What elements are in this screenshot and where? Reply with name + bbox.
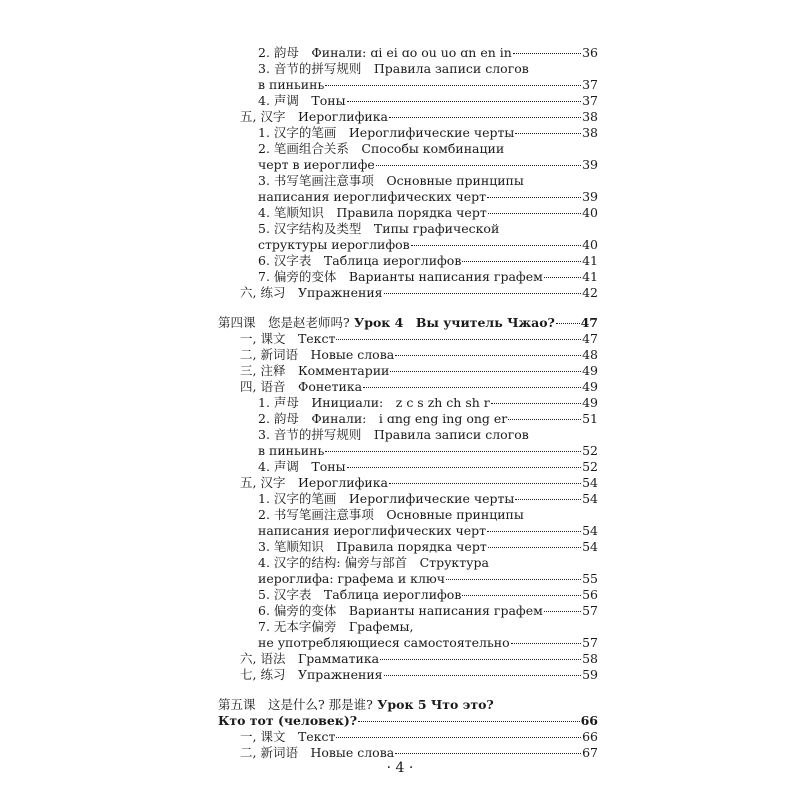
- toc-entry-label: 4. 汉字的结构: 偏旁与部首 Структура: [258, 555, 489, 570]
- table-of-contents: [218, 45, 598, 761]
- toc-page-number: 66: [580, 713, 598, 728]
- toc-page-number: 67: [582, 745, 598, 760]
- toc-entry: [218, 619, 598, 651]
- toc-entry: [218, 667, 598, 683]
- toc-entry-label: 一, 课文 Текст: [240, 331, 336, 346]
- toc-entry: [218, 379, 598, 395]
- leader-dots: [488, 213, 581, 214]
- toc-entry: [218, 507, 598, 539]
- leader-dots: [389, 117, 581, 118]
- toc-entry: [218, 539, 598, 555]
- toc-entry-label: 6. 汉字表 Таблица иероглифов: [258, 253, 462, 268]
- lesson-russian-title: Урок 4 Вы учитель Чжао?: [349, 315, 555, 330]
- toc-entry: [218, 45, 598, 61]
- toc-entry: [218, 253, 598, 269]
- toc-entry-label: структуры иероглифов: [258, 237, 410, 252]
- toc-entry-label: 七, 练习 Упражнения: [240, 667, 383, 682]
- toc-entry: [218, 587, 598, 603]
- toc-entry: [218, 603, 598, 619]
- toc-entry-label: 六, 练习 Упражнения: [240, 285, 383, 300]
- toc-entry: [218, 285, 598, 301]
- toc-lesson-heading: [218, 315, 598, 331]
- toc-entry: [218, 427, 598, 459]
- toc-page-number: 41: [582, 269, 598, 284]
- toc-entry-label: 二, 新词语 Новые слова: [240, 347, 395, 362]
- toc-entry-label: 2. 韵母 Финали: ɑi ei ɑo ou uo ɑn en in: [258, 45, 512, 60]
- toc-page-number: 52: [582, 459, 598, 474]
- toc-page-number: 37: [582, 93, 598, 108]
- toc-page-number: 37: [582, 77, 598, 92]
- page-number: · 4 ·: [386, 760, 414, 776]
- toc-page-number: 39: [582, 189, 598, 204]
- toc-entry-label: написания иероглифических черт: [258, 189, 487, 204]
- leader-dots: [336, 339, 581, 340]
- toc-entry-label: Кто тот (человек)?: [218, 713, 358, 728]
- lesson-russian-title: Урок 5 Что это?: [372, 697, 494, 712]
- toc-entry: [218, 109, 598, 125]
- leader-dots: [347, 467, 582, 468]
- toc-page-number: 38: [582, 109, 598, 124]
- toc-entry-label: 3. 书写笔画注意事项 Основные принципы: [258, 173, 524, 188]
- toc-entry: [218, 491, 598, 507]
- toc-page-number: 51: [582, 411, 598, 426]
- toc-entry: [218, 347, 598, 363]
- leader-dots: [487, 197, 581, 198]
- leader-dots: [358, 721, 580, 722]
- leader-dots: [347, 101, 582, 102]
- toc-page-number: 48: [582, 347, 598, 362]
- leader-dots: [446, 579, 581, 580]
- toc-entry-label: 二, 新词语 Новые слова: [240, 745, 395, 760]
- toc-entry: [218, 125, 598, 141]
- toc-page-number: 40: [582, 237, 598, 252]
- toc-entry: [218, 555, 598, 587]
- toc-entry-label: в пиньинь: [258, 443, 325, 458]
- toc-entry-label: в пиньинь: [258, 77, 325, 92]
- leader-dots: [544, 277, 581, 278]
- toc-page-number: 52: [582, 443, 598, 458]
- toc-entry-label: иероглифа: графема и ключ: [258, 571, 446, 586]
- leader-dots: [515, 133, 581, 134]
- toc-entry-label: 4. 笔顺知识 Правила порядка черт: [258, 205, 487, 220]
- toc-page-number: 54: [582, 539, 598, 554]
- toc-entry-label: 4. 声调 Тоны: [258, 459, 346, 474]
- toc-entry-label: 1. 声母 Инициали: z c s zh ch sh r: [258, 395, 490, 410]
- leader-dots: [513, 53, 581, 54]
- toc-entry: [218, 475, 598, 491]
- toc-page-number: 49: [582, 379, 598, 394]
- toc-entry-label: 四, 语音 Фонетика: [240, 379, 363, 394]
- toc-entry-label: 三, 注释 Комментарии: [240, 363, 390, 378]
- toc-page-number: 57: [582, 603, 598, 618]
- toc-entry: [218, 729, 598, 745]
- toc-entry-label: 3. 音节的拼写规则 Правила записи слогов: [258, 427, 529, 442]
- toc-entry-label: 3. 笔顺知识 Правила порядка черт: [258, 539, 487, 554]
- toc-page-number: 36: [582, 45, 598, 60]
- toc-entry-label: черт в иероглифе: [258, 157, 375, 172]
- leader-dots: [395, 355, 581, 356]
- lesson-chinese-title: 第四课 您是赵老师吗?: [218, 315, 350, 330]
- toc-entry: [218, 459, 598, 475]
- toc-entry-label: не употребляющиеся самостоятельно: [258, 635, 510, 650]
- toc-entry: [218, 205, 598, 221]
- leader-dots: [336, 737, 581, 738]
- toc-page-number: 58: [582, 651, 598, 666]
- toc-entry-label: 3. 音节的拼写规则 Правила записи слогов: [258, 61, 529, 76]
- toc-page-number: 41: [582, 253, 598, 268]
- leader-dots: [487, 531, 581, 532]
- toc-entry-label: 7. 偏旁的变体 Варианты написания графем: [258, 269, 543, 284]
- toc-entry: [218, 651, 598, 667]
- leader-dots: [556, 323, 580, 324]
- leader-dots: [411, 245, 581, 246]
- toc-page-number: 40: [582, 205, 598, 220]
- toc-entry-label: написания иероглифических черт: [258, 523, 487, 538]
- toc-entry-label: 五, 汉字 Иероглифика: [240, 109, 388, 124]
- toc-entry-label: 2. 笔画组合关系 Способы комбинации: [258, 141, 505, 156]
- toc-page-number: 38: [582, 125, 598, 140]
- leader-dots: [395, 753, 581, 754]
- leader-dots: [384, 293, 582, 294]
- toc-entry: [218, 93, 598, 109]
- toc-page-number: 59: [582, 667, 598, 682]
- toc-page-number: 54: [582, 475, 598, 490]
- leader-dots: [462, 595, 581, 596]
- leader-dots: [325, 85, 581, 86]
- toc-page-number: 49: [582, 363, 598, 378]
- toc-page-number: 54: [582, 491, 598, 506]
- toc-page-number: 39: [582, 157, 598, 172]
- leader-dots: [384, 675, 582, 676]
- leader-dots: [389, 483, 581, 484]
- toc-entry-label: 一, 课文 Текст: [240, 729, 336, 744]
- toc-entry-label: 六, 语法 Грамматика: [240, 651, 380, 666]
- toc-entry: [218, 395, 598, 411]
- leader-dots: [376, 165, 581, 166]
- toc-page-number: 66: [582, 729, 598, 744]
- toc-entry: [218, 331, 598, 347]
- toc-entry: [218, 141, 598, 173]
- toc-entry-label: 2. 韵母 Финали: i ɑng eng ing ong er: [258, 411, 508, 426]
- toc-entry: [218, 745, 598, 761]
- leader-dots: [488, 547, 581, 548]
- leader-dots: [491, 403, 581, 404]
- toc-entry-label: 5. 汉字结构及类型 Типы графической: [258, 221, 500, 236]
- leader-dots: [515, 499, 581, 500]
- toc-page-number: 54: [582, 523, 598, 538]
- leader-dots: [462, 261, 581, 262]
- toc-entry: [218, 269, 598, 285]
- toc-entry-label: 7. 无本字偏旁 Графемы,: [258, 619, 414, 634]
- toc-entry-label: 2. 书写笔画注意事项 Основные принципы: [258, 507, 524, 522]
- toc-entry: [218, 61, 598, 93]
- leader-dots: [325, 451, 581, 452]
- toc-page-number: 56: [582, 587, 598, 602]
- toc-page-number: 42: [582, 285, 598, 300]
- toc-lesson-heading: [218, 697, 598, 729]
- leader-dots: [363, 387, 581, 388]
- toc-entry: [218, 221, 598, 253]
- toc-page-number: 47: [582, 331, 598, 346]
- toc-page-number: 57: [582, 635, 598, 650]
- toc-entry-label: 6. 偏旁的变体 Варианты написания графем: [258, 603, 543, 618]
- leader-dots: [390, 371, 581, 372]
- toc-entry: [218, 173, 598, 205]
- toc-entry-label: 5. 汉字表 Таблица иероглифов: [258, 587, 462, 602]
- toc-page-number: 47: [580, 315, 598, 330]
- leader-dots: [544, 611, 581, 612]
- lesson-chinese-title: 第五课 这是什么? 那是谁?: [218, 697, 373, 712]
- leader-dots: [508, 419, 581, 420]
- toc-entry-label: 1. 汉字的笔画 Иероглифические черты: [258, 491, 515, 506]
- toc-entry-label: 五, 汉字 Иероглифика: [240, 475, 388, 490]
- leader-dots: [511, 643, 581, 644]
- toc-page-number: 49: [582, 395, 598, 410]
- toc-entry: [218, 411, 598, 427]
- toc-entry-label: 1. 汉字的笔画 Иероглифические черты: [258, 125, 515, 140]
- toc-entry: [218, 363, 598, 379]
- toc-page-number: 55: [582, 571, 598, 586]
- leader-dots: [380, 659, 581, 660]
- toc-entry-label: 4. 声调 Тоны: [258, 93, 346, 108]
